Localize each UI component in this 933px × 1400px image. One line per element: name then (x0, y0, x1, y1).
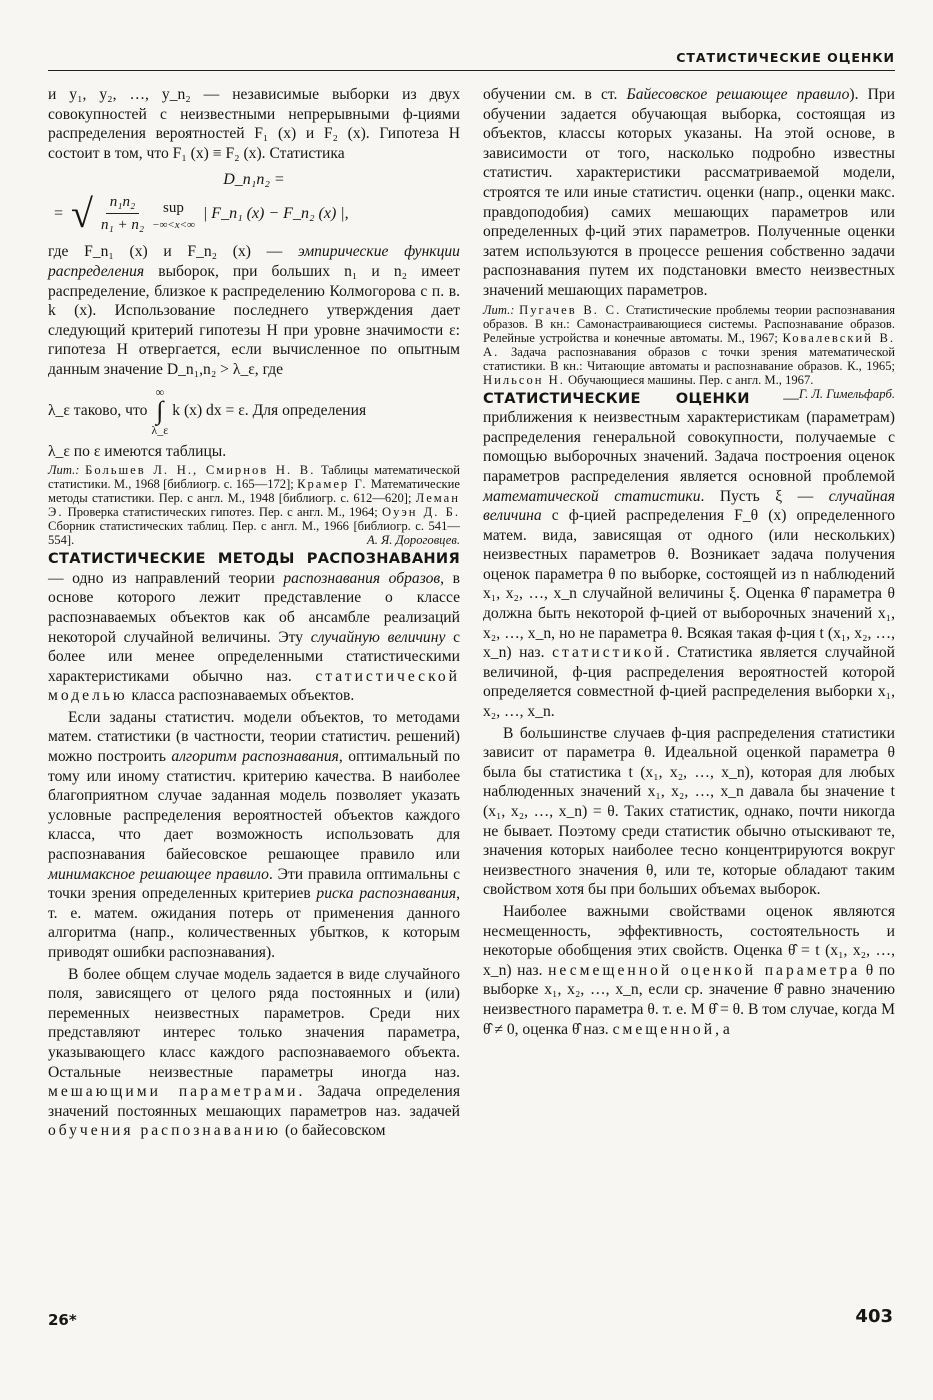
ref1-label: Лит.: (48, 463, 86, 478)
formula-sup-limits: −∞<x<∞ (152, 218, 195, 231)
r1-text-a: обучении см. в ст. (483, 86, 627, 103)
kolmogorov-smirnov-formula (48, 169, 460, 236)
p6-text-b: . Задача определения значений постоянных мешающих параметров наз. задачей (48, 1083, 460, 1120)
right-paragraph-4 (483, 902, 895, 1039)
ref1-author-4: Оуэн Д. Б. (381, 505, 460, 520)
sqrt-icon: √ (71, 190, 93, 236)
formula-fraction (101, 191, 144, 236)
p6-term-training: обучения распознаванию (48, 1122, 282, 1140)
integral-lower: λ_ε (151, 422, 169, 437)
left-paragraph-3: λ_ε по ε имеются таблицы. (48, 442, 227, 460)
formula-denominator: n₁ + n₂ (100, 217, 145, 234)
right-paragraph-1 (483, 85, 895, 301)
r4-term-biased: смещенной (612, 1020, 716, 1038)
left-column (48, 85, 460, 1141)
p4-text-d: класса распознаваемых объектов. (127, 687, 355, 705)
p4-term-2: случайную величину (310, 628, 446, 646)
r2-term-1: математической статистики (483, 487, 701, 505)
p4-text-c: с более или менее определенными статистическими характеристиками обычно наз. (48, 628, 461, 685)
ref2-signature: Г. Л. Гимельфарб. (798, 386, 895, 401)
left-references (48, 463, 460, 547)
r4-term-unbiased: несмещенной оценкой параметра (548, 961, 861, 979)
integral-pre: λ_ε таково, что (48, 401, 148, 419)
headword-recognition: СТАТИСТИЧЕСКИЕ МЕТОДЫ РАСПОЗНАВАНИЯ (48, 550, 460, 568)
ref2-label: Лит.: (483, 302, 520, 317)
r2-text-c: с ф-цией распределения F_θ (x) определенного матем. вида, зависящая от одного (или нескольких) неизвестных параметров θ. Возникает задача получения оценок параметра θ по выборке, состоящей из n наблюдений x₁, x₂, …, x_n случайной величины ξ. Оценка θ̂ параметра θ должна быть некоторой ф-цией от выборочных значений x₁, x₂, …, x_n, но не параметра θ. Всякая такая ф-ция t (x₁, x₂, …, x_n) наз. (483, 507, 895, 662)
headword-estimates: СТАТИСТИЧЕСКИЕ ОЦЕНКИ (483, 389, 750, 407)
left-paragraph-2 (48, 242, 460, 379)
page-number: 403 (855, 1306, 893, 1327)
signature-mark: 26* (48, 1311, 77, 1329)
ref2-author-2: Ковалевский В. А. (483, 330, 895, 359)
r4-text-b: θ по выборке x₁, x₂, …, x_n, если ср. значение θ̂ равно значению неизвестного параметра θ. т. е. M θ̂ = θ. В том случае, когда M θ̂ ≠ 0, оценка θ̂ наз. (483, 961, 895, 1038)
ref1-author-2: Крамер Г. (297, 477, 368, 492)
ref2-title-3: Обучающиеся машины. Пер. с англ. М., 1967. (564, 372, 814, 387)
integral-icon (151, 386, 168, 436)
p4-text-a: — одно из направлений теории (48, 569, 284, 587)
p5-term-3: риска распознавания (316, 885, 457, 903)
p5-term-1: алгоритм распознавания (171, 748, 339, 766)
ref2-author-3: Нильсон Н. (483, 372, 565, 387)
p4-text-b: , в основе которого лежит представление о классе распознаваемых объектов как об ансамбле реализаций некоторой случайной величины. Эту (48, 569, 460, 646)
ref1-title-2: Математические методы статистики. Пер. с англ. М., 1948 [библиогр. с. 612—620]; (48, 477, 460, 506)
entry-statistical-estimates (483, 386, 895, 722)
right-column (483, 85, 895, 1039)
p4-term-1: распознавания образов (283, 569, 441, 587)
r4-text-a: Наиболее важными свойствами оценок являются несмещенность, эффективность, состоятельность и некоторые обобщения этих свойств. Оценка θ̂ = t (x₁, x₂, …, x_n) наз. (483, 902, 895, 979)
p5-text-b: , оптимальный по тому или иному статистич. критерию качества. В наиболее благоприятном случае заданная модель позволяет указать условные распределения вероятностей объектов каждого класса, что дает возможность использовать для распознавания байесовское решающее правило или (48, 748, 460, 864)
formula-sup-label: sup (163, 199, 184, 216)
r2-term-2: случайная величина (483, 487, 895, 525)
p5-text-a: Если заданы статистич. модели объектов, то методами матем. статистики (в частности, теории статистич. решений) можно построить (48, 708, 460, 766)
ref2-title-1: Статистические проблемы теории распознавания образов. В кн.: Самонастраивающиеся системы. Распознавание образов. Релейные устройства и конечные автоматы. М., 1967; (483, 302, 895, 345)
formula-rhs (48, 191, 460, 236)
r4-text-c: , а (715, 1020, 730, 1038)
p2-text-a: где F_n₁ (x) и F_n₂ (x) — (48, 243, 298, 261)
ref2-author-1: Пугачев В. С. (519, 302, 622, 317)
integral-line (48, 386, 460, 436)
ref1-author-1: Большев Л. Н., Смирнов Н. В. (85, 463, 316, 478)
r1-text-b: ). При обучении задается обучающая выборка, состоящая из объектов, классы которых указаны. На этой основе, в зависимости от того, насколько подробно известны статистич. характеристики рассматриваемой модели, строятся те или иные статистич. оценки (напр., оценки макс. правдоподобия) самих мешающих параметров или определенных ф-ций этих параметров. Полученные оценки затем используются в процессе решения собственно задачи распознавания путем их подстановки вместо неизвестных значений мешающих параметров. (483, 86, 895, 299)
formula-equals: = (54, 204, 64, 222)
p4-term-model: статистической моделью (48, 667, 460, 705)
right-paragraph-3: В большинстве случаев ф-ция распределения статистики зависит от параметра θ. Идеальной оценкой параметра θ была бы статистика t (x₁, x₂, …, x_n), которая для любых наблюденных значений x₁, x₂, …, x_n давала бы значение t (x₁, x₂, …, x_n) = θ. Таких статистик, однако, почти никогда не бывает. Поэтому среди статистик обычно отыскивают те, значения которых наиболее тесно концентрируются вокруг неизвестного значения θ, или те, которые обладают таким свойством хотя бы при больших объемах выборок. (483, 724, 895, 899)
p2-text-b: выборок, при больших n₁ и n₂ имеет распределение, близкое к распределению Колмогорова с п. в. k (x). Использование последнего утверждения дает следующий критерий гипотезы H при уровне значимости ε: гипотеза H отвергается, если вычисленное по опытным данным значение D_n₁,n₂ > λ_ε, где (48, 262, 460, 378)
ref1-author-3: Леман Э. (48, 491, 460, 520)
ref1-title-3: Проверка статистических гипотез. Пер. с англ. М., 1964; (63, 505, 382, 520)
integral-upper: ∞ (155, 384, 165, 399)
r2-text-a: — приближения к неизвестным характеристикам (параметрам) распределения генеральной совокупности, получаемые с помощью выборочных значений. Задача построения оценок параметров распределения является основной проблемой (483, 389, 895, 485)
p5-text-c: . Эти правила оптимальны с точки зрения определенных критериев (48, 865, 460, 903)
entry-statistical-recognition (48, 549, 460, 706)
p6-term-nuisance: мешающими параметрами (48, 1083, 299, 1101)
integral-post: k (x) dx = ε. Для определения (172, 401, 367, 419)
formula-sup (152, 197, 195, 231)
integral-sign: ∫ (156, 395, 164, 425)
p6-text-c: (о байесовском (281, 1122, 386, 1140)
header-rule (48, 70, 895, 71)
ref2-title-2: Задача распознавания образов с точки зрения математической статистики. В кн.: Читающие автоматы и распознавание образов. К., 1965; (483, 344, 895, 373)
r2-text-d: . Статистика является случайной величиной, ф-ция распределения вероятностей которой определяется совместной ф-цией распределения выборки x₁, x₂, …, x_n. (483, 644, 895, 721)
formula-tail: | F_n₁ (x) − F_n₂ (x) |, (202, 204, 349, 222)
ref1-title-1: Таблицы математической статистики. М., 1968 [библиогр. с. 165—172]; (48, 463, 460, 492)
running-head: СТАТИСТИЧЕСКИЕ ОЦЕНКИ (676, 50, 895, 65)
ref1-signature: А. Я. Дороговцев. (367, 533, 460, 548)
p5-text-d: , т. е. матем. ожидания потерь от применения данного алгоритма (напр., количественных убытков, к которым приводят ошибки распознавания). (48, 885, 460, 961)
r1-term-bayes: Байесовское решающее правило (626, 86, 850, 103)
p6-text-a: В более общем случае модель задается в виде случайного поля, зависящего от целого ряда постоянных и (или) переменных неизвестных параметров. Среди них представляют интерес только значения параметра, указывающего класс каждого распознаваемого объекта. Остальные неизвестные параметры иногда наз. (48, 965, 460, 1081)
p5-term-2: минимаксное решающее правило (48, 865, 269, 883)
ref1-title-4: Сборник статистических таблиц. Пер. с англ. М., 1966 [библиогр. с. 541—554]. (48, 519, 460, 548)
r2-text-b: . Пусть ξ — (700, 487, 829, 505)
left-paragraph-6 (48, 965, 460, 1141)
formula-numerator: n₁n₂ (106, 191, 139, 214)
formula-lhs: D_n₁n₂ = (223, 171, 285, 189)
left-paragraph-5 (48, 708, 460, 963)
left-paragraph-1: и y₁, y₂, …, y_n₂ — независимые выборки из двух совокупностей с неизвестными непрерывными ф-циями распределения вероятностей F₁ (x) и F₂ (x). Гипотеза H состоит в том, что F₁ (x) ≡ F₂ (x). Статистика (48, 86, 460, 162)
r2-term-statistic: статистикой (552, 644, 666, 662)
p2-term-empirical: эмпирические функции распределения (48, 243, 460, 280)
